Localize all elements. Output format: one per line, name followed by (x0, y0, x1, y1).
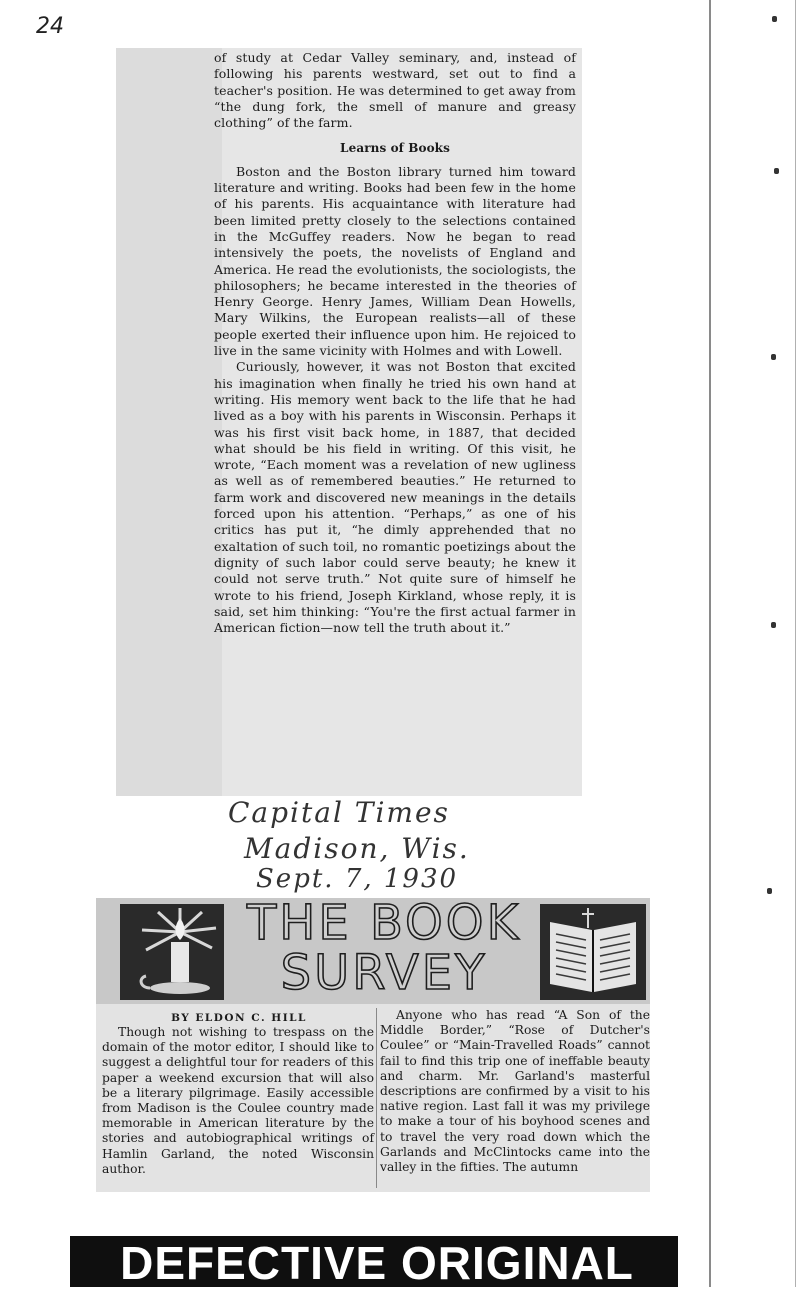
page-number: 24 (36, 14, 64, 39)
right-column-text: Anyone who has read “A Son of the Middle Border,” “Rose of Dutcher's Coulee” or “Main-Travelled Roads” cannot fail to find this trip one of ineffable beauty and charm. Mr. Garland's masterful descriptions are confirmed by a visit to his native region. Last fall it was my privilege to make a tour of his boyhood scenes and to travel the very road down which the Garlands and McClintocks came into the valley in the fifties. The autumn (380, 1008, 650, 1175)
binder-hole-5 (772, 16, 777, 22)
masthead-title (230, 895, 538, 1001)
page-edge (795, 0, 796, 1287)
lower-article-left-column (102, 1025, 374, 1177)
left-column-text: Though not wishing to trespass on the domain of the motor editor, I should like to suggest a delightful tour for readers of this paper a weekend excursion that will also be a literary pilgrimage. Easily accessible from Madison is the Coulee country made memorable in American literature by the stories and autobiographical writings of Hamlin Garland, the noted Wisconsin author. (102, 1025, 374, 1176)
binder-hole-1 (774, 168, 779, 174)
masthead-title-line-1: THE BOOK (246, 895, 522, 951)
open-book-illustration (540, 904, 646, 1000)
handwritten-date: Sept. 7, 1930 (256, 864, 459, 894)
handwritten-source: Capital Times (228, 796, 450, 829)
binding-edge (709, 0, 711, 1287)
byline: BY ELDON C. HILL (171, 1012, 307, 1024)
lower-article-right-column (380, 1008, 650, 1175)
binder-hole-4 (767, 888, 772, 894)
upper-paragraph-3: Curiously, however, it was not Boston that excited his imagination when finally he tried his own hand at writing. His memory went back to the life that he had lived as a boy with his parents in Wisconsin. Perhaps it was his first visit back home, in 1887, that decided what should be his field in writing. Of this visit, he wrote, “Each moment was a revelation of new ugliness as well as of remembered beauties.” He returned to farm work and discovered new meanings in the details forced upon his attention. “Perhaps,” as one of his critics has put it, “he dimly apprehended that no exaltation of such toil, no romantic poetizings about the dignity of such labor could serve beauty; he knew it could not serve truth.” Not quite sure of himself he wrote to his friend, Joseph Kirkland, whose reply, it is said, set him thinking: “You're the first actual farmer in American fiction—now tell the truth about it.” (214, 359, 576, 636)
binder-hole-3 (771, 622, 776, 628)
upper-paragraph-2: Boston and the Boston library turned him toward literature and writing. Books had been few in the home of his parents. His acquaintance with literature had been limited pretty closely to the selections contained in the McGuffey readers. Now he began to read intensively the poets, the novelists of England and America. He read the evolutionists, the sociologists, the philosophers; he became interested in the theories of Henry George. Henry James, William Dean Howells, Mary Wilkins, the European realists—all of these people exerted their influence upon him. He rejoiced to live in the same vicinity with Holmes and with Lowell. (214, 163, 576, 359)
binder-hole-2 (771, 354, 776, 360)
section-heading: Learns of Books (340, 141, 450, 156)
handwritten-place: Madison, Wis. (244, 832, 470, 865)
upper-paragraph-1: of study at Cedar Valley seminary, and, instead of following his parents westward, set out to find a teacher's position. He was determined to get away from “the dung fork, the smell of manure and greasy clothing” of the farm. (214, 50, 576, 131)
defective-original-text: DEFECTIVE ORIGINAL (120, 1237, 634, 1289)
column-divider (376, 1008, 377, 1188)
masthead-title-line-2: SURVEY (280, 945, 488, 1001)
upper-article (214, 50, 576, 636)
candle-illustration (120, 904, 224, 1000)
